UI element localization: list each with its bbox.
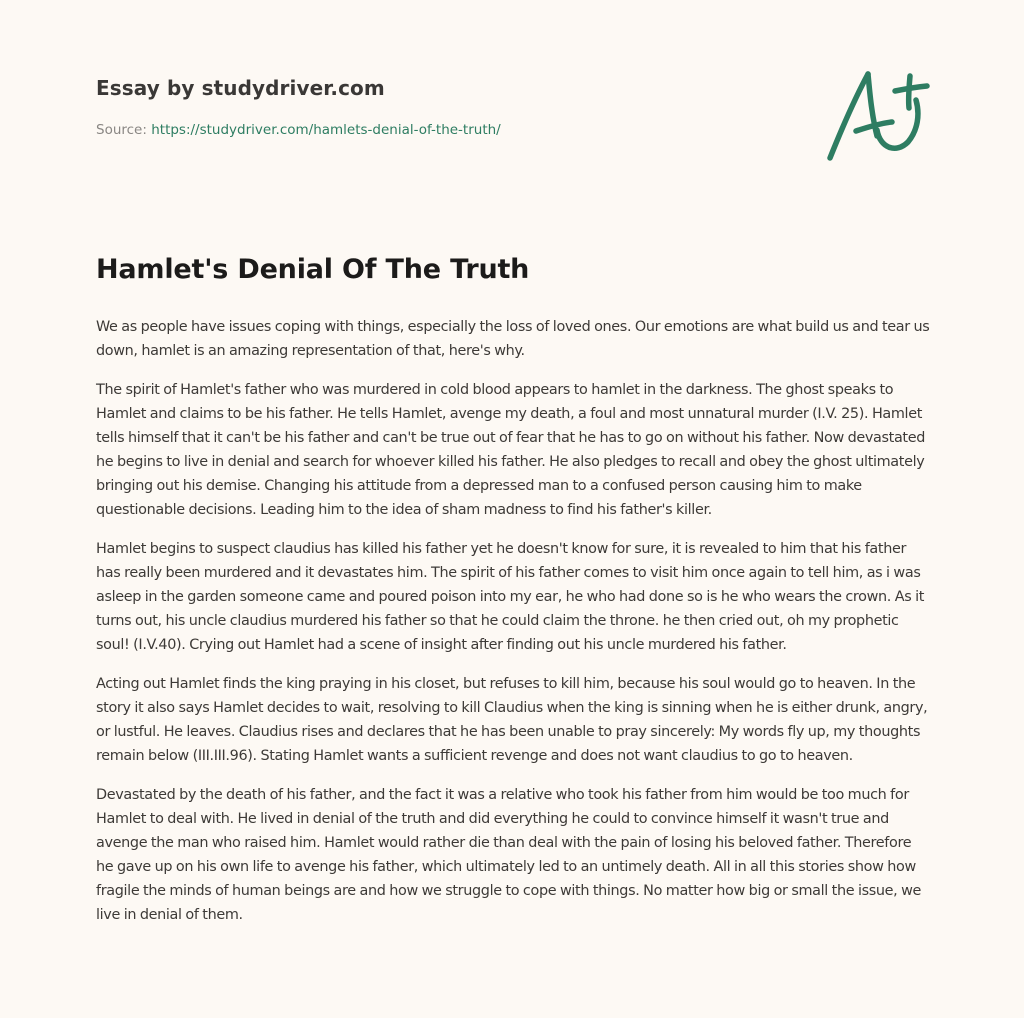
essay-body xyxy=(96,315,932,942)
source-line xyxy=(96,122,796,138)
paragraph: Hamlet begins to suspect claudius has killed his father yet he doesn't know for sure, it is revealed to him that his father has really been murdered and it devastates him. The spirit of his father comes to visit him once again to tell him, as i was asleep in the garden someone came and poured poison into my ear, he who had done so is he who wears the crown. As it turns out, his uncle claudius murdered his father so that he could claim the throne. he then cried out, oh my prophetic soul! (I.V.40). Crying out Hamlet had a scene of insight after finding out his uncle murdered his father. xyxy=(96,541,925,653)
paragraph: The spirit of Hamlet's father who was murdered in cold blood appears to hamlet in the darkness. The ghost speaks to Hamlet and claims to be his father. He tells Hamlet, avenge my death, a foul and most unnatural murder (I.V. 25). Hamlet tells himself that it can't be his father and can't be true out of fear that he has to go on without his father. Now devastated he begins to live in denial and search for whoever killed his father. He also pledges to recall and obey the ghost ultimately bringing out his demise. Changing his attitude from a depressed man to a confused person causing him to make questionable decisions. Leading him to the idea of sham madness to find his father's killer. xyxy=(96,382,926,518)
document-title: Hamlet's Denial Of The Truth xyxy=(96,254,530,285)
essay-header xyxy=(96,76,796,138)
paragraph: Devastated by the death of his father, and the fact it was a relative who took his father from him would be too much for Hamlet to deal with. He lived in denial of the truth and did everything he could to convince himself it wasn't true and avenge the man who raised him. Hamlet would rather die than deal with the pain of losing his beloved father. Therefore he gave up on his own life to avenge his father, which ultimately led to an untimely death. All in all this stories show how fragile the minds of human beings are and how we struggle to cope with things. No matter how big or small the issue, we live in denial of them. xyxy=(96,787,922,923)
source-label: Source: xyxy=(96,122,152,138)
a-plus-grade-icon xyxy=(820,66,935,166)
paragraph: Acting out Hamlet finds the king praying in his closet, but refuses to kill him, because his soul would go to heaven. In the story it also says Hamlet decides to wait, resolving to kill Claudius when the king is sinning when he is either drunk, angry, or lustful. He leaves. Claudius rises and declares that he has been unable to pray sincerely: My words fly up, my thoughts remain below (III.III.96). Stating Hamlet wants a sufficient revenge and does not want claudius to go to heaven. xyxy=(96,676,928,764)
site-title: Essay by studydriver.com xyxy=(96,76,385,100)
paragraph: We as people have issues coping with things, especially the loss of loved ones. Our emotions are what build us and tear us down, hamlet is an amazing representation of that, here's why. xyxy=(96,319,930,359)
source-link[interactable]: https://studydriver.com/hamlets-denial-of-the-truth/ xyxy=(151,122,501,138)
